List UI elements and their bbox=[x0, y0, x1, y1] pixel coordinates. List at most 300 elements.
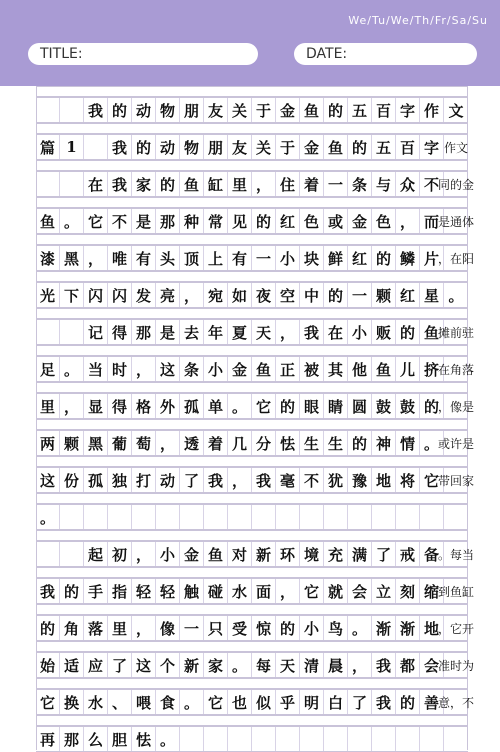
grid-cell: 毫 bbox=[276, 468, 300, 492]
grid-cell: 在 bbox=[84, 172, 108, 196]
grid-cell: 他 bbox=[348, 357, 372, 381]
grid-cell: 1 bbox=[60, 135, 84, 159]
grid-cell: 每 bbox=[252, 653, 276, 677]
grid-cell: 其 bbox=[324, 357, 348, 381]
grid-cell: 不 bbox=[108, 209, 132, 233]
grid-cell: 红 bbox=[276, 209, 300, 233]
grid-cell bbox=[348, 505, 372, 529]
grid-cell: 条 bbox=[348, 172, 372, 196]
grid-cell: 它 bbox=[36, 690, 60, 714]
grid-cell: 。 bbox=[60, 357, 84, 381]
grid-cell: ， bbox=[132, 357, 156, 381]
grid-text-row bbox=[36, 689, 475, 715]
grid-cell: 夜 bbox=[252, 283, 276, 307]
grid-spacer-row bbox=[36, 493, 468, 504]
grid-cell bbox=[84, 505, 108, 529]
grid-cell: 戒 bbox=[396, 542, 420, 566]
grid-cell: 摊前驻 bbox=[438, 325, 475, 340]
grid-cell: 睛 bbox=[324, 394, 348, 418]
grid-cell: 颗 bbox=[60, 431, 84, 455]
grid-text-row bbox=[36, 134, 468, 160]
grid-cell: 怯 bbox=[276, 431, 300, 455]
grid-cell: 足 bbox=[36, 357, 60, 381]
grid-cell: 。 bbox=[36, 505, 60, 529]
grid-cell: 豫 bbox=[348, 468, 372, 492]
grid-cell: 闪 bbox=[108, 283, 132, 307]
grid-cell bbox=[36, 98, 60, 122]
grid-cell: 。 bbox=[156, 727, 180, 751]
grid-cell: 生 bbox=[300, 431, 324, 455]
grid-cell: 我 bbox=[204, 468, 228, 492]
grid-cell: 。 bbox=[228, 394, 252, 418]
grid-cell bbox=[60, 505, 84, 529]
grid-cell: 指 bbox=[108, 579, 132, 603]
grid-cell: 被 bbox=[300, 357, 324, 381]
grid-cell bbox=[396, 727, 420, 751]
grid-cell: 对 bbox=[228, 542, 252, 566]
grid-cell: 时 bbox=[108, 357, 132, 381]
grid-cell: 刻 bbox=[396, 579, 420, 603]
grid-cell: 惊 bbox=[252, 616, 276, 640]
grid-cell: 始 bbox=[36, 653, 60, 677]
grid-cell: 环 bbox=[276, 542, 300, 566]
grid-cell: 朋 bbox=[180, 98, 204, 122]
grid-cell: 鱼 bbox=[36, 209, 60, 233]
grid-cell: 鸟 bbox=[324, 616, 348, 640]
grid-spacer-row bbox=[36, 160, 468, 171]
grid-cell: 的 bbox=[108, 98, 132, 122]
grid-cell: ， bbox=[228, 468, 252, 492]
grid-cell: 圆 bbox=[348, 394, 372, 418]
grid-cell: 起 bbox=[84, 542, 108, 566]
grid-text-row bbox=[36, 356, 475, 382]
grid-cell: 物 bbox=[156, 98, 180, 122]
grid-cell: 朋 bbox=[204, 135, 228, 159]
grid-cell bbox=[420, 727, 444, 751]
grid-cell: 挤 bbox=[420, 357, 444, 381]
grid-cell: 孤 bbox=[180, 394, 204, 418]
grid-cell: 的 bbox=[348, 135, 372, 159]
grid-cell: 金 bbox=[276, 98, 300, 122]
grid-cell: 我 bbox=[108, 135, 132, 159]
grid-spacer-row bbox=[36, 271, 468, 282]
grid-cell: 于 bbox=[252, 98, 276, 122]
grid-cell: 满 bbox=[348, 542, 372, 566]
grid-cell: 充 bbox=[324, 542, 348, 566]
grid-cell: 那 bbox=[156, 209, 180, 233]
grid-cell: 、 bbox=[108, 690, 132, 714]
grid-cell: 会 bbox=[420, 653, 444, 677]
grid-cell: 记 bbox=[84, 320, 108, 344]
grid-cell: 适 bbox=[60, 653, 84, 677]
grid-cell: 渐 bbox=[372, 616, 396, 640]
grid-cell: 是 bbox=[132, 209, 156, 233]
grid-cell: 准时为 bbox=[438, 658, 475, 673]
grid-cell: 它 bbox=[420, 468, 444, 492]
grid-cell: 我 bbox=[300, 320, 324, 344]
grid-cell: 常 bbox=[204, 209, 228, 233]
grid-cell: 了 bbox=[108, 653, 132, 677]
grid-cell: 得 bbox=[108, 394, 132, 418]
grid-cell bbox=[444, 505, 468, 529]
grid-cell: 色 bbox=[372, 209, 396, 233]
grid-cell: 初 bbox=[108, 542, 132, 566]
grid-cell bbox=[300, 727, 324, 751]
grid-cell: 水 bbox=[84, 690, 108, 714]
grid-text-row bbox=[36, 504, 468, 530]
grid-spacer-row bbox=[36, 123, 468, 134]
grid-cell: 光 bbox=[36, 283, 60, 307]
grid-cell bbox=[36, 172, 60, 196]
grid-cell: 住 bbox=[276, 172, 300, 196]
grid-cell: ， bbox=[180, 283, 204, 307]
grid-cell: 缩 bbox=[420, 579, 444, 603]
grid-cell bbox=[180, 505, 204, 529]
grid-cell: ， bbox=[276, 320, 300, 344]
grid-spacer-row bbox=[36, 419, 468, 430]
grid-cell: 去 bbox=[180, 320, 204, 344]
grid-cell: 怯 bbox=[132, 727, 156, 751]
grid-cell: 清 bbox=[300, 653, 324, 677]
grid-cell: 一 bbox=[252, 246, 276, 270]
grid-cell: 意，不 bbox=[438, 695, 475, 710]
grid-cell: 水 bbox=[228, 579, 252, 603]
grid-cell: 这 bbox=[156, 357, 180, 381]
grid-cell bbox=[60, 172, 84, 196]
grid-cell: 格 bbox=[132, 394, 156, 418]
grid-cell: 善 bbox=[420, 690, 444, 714]
grid-cell: 似 bbox=[252, 690, 276, 714]
grid-spacer-row bbox=[36, 308, 468, 319]
grid-cell: 的 bbox=[36, 616, 60, 640]
grid-cell: 中 bbox=[300, 283, 324, 307]
grid-cell: 物 bbox=[180, 135, 204, 159]
grid-cell: 金 bbox=[228, 357, 252, 381]
grid-cell bbox=[36, 542, 60, 566]
grid-cell: 金 bbox=[180, 542, 204, 566]
date-field[interactable]: DATE: bbox=[294, 43, 477, 65]
grid-cell bbox=[276, 727, 300, 751]
grid-cell: 独 bbox=[108, 468, 132, 492]
grid-cell: 。 bbox=[228, 653, 252, 677]
grid-cell: 境 bbox=[300, 542, 324, 566]
grid-cell: 空 bbox=[276, 283, 300, 307]
grid-cell: ，像是 bbox=[438, 399, 475, 414]
grid-cell: 萄 bbox=[132, 431, 156, 455]
grid-cell: 显 bbox=[84, 394, 108, 418]
grid-cell: 里 bbox=[228, 172, 252, 196]
grid-cell: 上 bbox=[204, 246, 228, 270]
grid-cell: 红 bbox=[348, 246, 372, 270]
grid-cell: 的 bbox=[324, 283, 348, 307]
grid-cell: 单 bbox=[204, 394, 228, 418]
grid-cell: 打 bbox=[132, 468, 156, 492]
grid-cell: 的 bbox=[276, 616, 300, 640]
grid-spacer-row bbox=[36, 234, 468, 245]
grid-cell bbox=[324, 505, 348, 529]
grid-cell: 个 bbox=[156, 653, 180, 677]
grid-cell: 关 bbox=[252, 135, 276, 159]
grid-cell: 情 bbox=[396, 431, 420, 455]
grid-text-row bbox=[36, 319, 475, 345]
grid-cell: ， bbox=[156, 431, 180, 455]
title-field[interactable]: TITLE: bbox=[28, 43, 258, 65]
grid-spacer-row bbox=[36, 530, 468, 541]
grid-cell: 这 bbox=[132, 653, 156, 677]
grid-cell: ，在阳 bbox=[438, 251, 475, 266]
grid-cell: 明 bbox=[300, 690, 324, 714]
grid-cell: 五 bbox=[348, 98, 372, 122]
grid-cell: 新 bbox=[252, 542, 276, 566]
grid-cell: 头 bbox=[156, 246, 180, 270]
grid-cell: 种 bbox=[180, 209, 204, 233]
grid-cell: 里 bbox=[108, 616, 132, 640]
grid-cell: 鲜 bbox=[324, 246, 348, 270]
grid-cell: 轻 bbox=[156, 579, 180, 603]
grid-spacer-row bbox=[36, 604, 468, 615]
grid-cell: 贩 bbox=[372, 320, 396, 344]
grid-cell bbox=[108, 505, 132, 529]
grid-text-row bbox=[36, 578, 475, 604]
grid-cell: 那 bbox=[132, 320, 156, 344]
grid-cell: 鱼 bbox=[372, 357, 396, 381]
grid-text-row bbox=[36, 171, 475, 197]
grid-cell: 天 bbox=[276, 653, 300, 677]
grid-cell: 外 bbox=[156, 394, 180, 418]
grid-cell bbox=[348, 727, 372, 751]
grid-cell: ， bbox=[276, 579, 300, 603]
grid-cell: 色 bbox=[300, 209, 324, 233]
grid-text-row bbox=[36, 97, 468, 123]
grid-cell: 动 bbox=[156, 468, 180, 492]
grid-cell: 的 bbox=[132, 135, 156, 159]
grid-cell: 地 bbox=[372, 468, 396, 492]
grid-cell: 神 bbox=[372, 431, 396, 455]
grid-cell: 那 bbox=[60, 727, 84, 751]
grid-cell: ， bbox=[132, 616, 156, 640]
grid-cell: 而 bbox=[420, 209, 444, 233]
grid-cell: 的 bbox=[156, 172, 180, 196]
grid-cell: 。 bbox=[448, 286, 464, 305]
grid-text-row bbox=[36, 467, 475, 493]
grid-text-row bbox=[36, 615, 475, 641]
grid-cell: ， bbox=[348, 653, 372, 677]
weekday-selector[interactable]: We/Tu/We/Th/Fr/Sa/Su bbox=[348, 14, 488, 27]
grid-cell: 友 bbox=[228, 135, 252, 159]
grid-cell: 是通体 bbox=[438, 214, 475, 229]
grid-cell: 它 bbox=[84, 209, 108, 233]
grid-cell bbox=[60, 320, 84, 344]
grid-cell: 。每当 bbox=[438, 547, 475, 562]
grid-cell: 鱼 bbox=[180, 172, 204, 196]
grid-cell: 乎 bbox=[276, 690, 300, 714]
grid-cell: 鳞 bbox=[396, 246, 420, 270]
grid-cell: 轻 bbox=[132, 579, 156, 603]
grid-cell: 宛 bbox=[204, 283, 228, 307]
grid-text-row bbox=[36, 282, 468, 308]
grid-cell: 我 bbox=[36, 579, 60, 603]
grid-cell bbox=[60, 98, 84, 122]
grid-spacer-row bbox=[36, 86, 468, 97]
grid-cell: 像 bbox=[156, 616, 180, 640]
grid-cell: 。 bbox=[180, 690, 204, 714]
grid-cell: 夏 bbox=[228, 320, 252, 344]
grid-cell: 正 bbox=[276, 357, 300, 381]
grid-cell: 到鱼缸 bbox=[438, 584, 475, 599]
grid-cell: 它 bbox=[204, 690, 228, 714]
grid-cell: 着 bbox=[300, 172, 324, 196]
grid-cell bbox=[204, 727, 228, 751]
grid-cell: 胆 bbox=[108, 727, 132, 751]
grid-cell: 只 bbox=[204, 616, 228, 640]
grid-cell: ， bbox=[396, 209, 420, 233]
grid-cell: 鱼 bbox=[252, 357, 276, 381]
grid-cell: 我 bbox=[108, 172, 132, 196]
grid-cell: 么 bbox=[84, 727, 108, 751]
grid-cell: 星 bbox=[420, 283, 444, 307]
grid-cell: 在 bbox=[324, 320, 348, 344]
grid-spacer-row bbox=[36, 567, 468, 578]
grid-cell: 渐 bbox=[396, 616, 420, 640]
grid-cell: 鼓 bbox=[372, 394, 396, 418]
grid-cell: 再 bbox=[36, 727, 60, 751]
grid-cell: ， bbox=[252, 172, 276, 196]
grid-cell: 唯 bbox=[108, 246, 132, 270]
grid-cell: 我 bbox=[252, 468, 276, 492]
grid-cell: 年 bbox=[204, 320, 228, 344]
grid-cell: 几 bbox=[228, 431, 252, 455]
grid-cell: 鱼 bbox=[204, 542, 228, 566]
grid-cell: 友 bbox=[204, 98, 228, 122]
grid-cell: 带回家 bbox=[438, 473, 475, 488]
grid-cell: 的 bbox=[60, 579, 84, 603]
grid-cell: 不 bbox=[420, 172, 444, 196]
grid-cell bbox=[444, 727, 468, 751]
grid-spacer-row bbox=[36, 678, 468, 689]
grid-cell: 动 bbox=[156, 135, 180, 159]
grid-cell: 受 bbox=[228, 616, 252, 640]
grid-cell: 地 bbox=[420, 616, 444, 640]
grid-cell: 篇 bbox=[36, 135, 60, 159]
grid-cell: 葡 bbox=[108, 431, 132, 455]
grid-cell: 小 bbox=[300, 616, 324, 640]
grid-cell: 的 bbox=[420, 394, 444, 418]
grid-cell: 缸 bbox=[204, 172, 228, 196]
grid-text-row bbox=[36, 726, 468, 752]
grid-cell: 一 bbox=[180, 616, 204, 640]
grid-cell: 着 bbox=[204, 431, 228, 455]
grid-cell: 的 bbox=[252, 209, 276, 233]
grid-cell bbox=[132, 505, 156, 529]
grid-cell: 家 bbox=[132, 172, 156, 196]
grid-cell: 发 bbox=[132, 283, 156, 307]
grid-cell: 众 bbox=[396, 172, 420, 196]
grid-cell: 。 bbox=[348, 616, 372, 640]
grid-cell: 触 bbox=[180, 579, 204, 603]
grid-cell: 儿 bbox=[396, 357, 420, 381]
grid-cell: 与 bbox=[372, 172, 396, 196]
grid-cell: 我 bbox=[84, 98, 108, 122]
grid-cell: 它 bbox=[252, 394, 276, 418]
grid-cell bbox=[252, 505, 276, 529]
grid-spacer-row bbox=[36, 345, 468, 356]
grid-cell: 下 bbox=[60, 283, 84, 307]
grid-cell: 也 bbox=[228, 690, 252, 714]
grid-cell: 亮 bbox=[156, 283, 180, 307]
grid-cell: 应 bbox=[84, 653, 108, 677]
grid-cell: 会 bbox=[348, 579, 372, 603]
grid-cell: 漆 bbox=[36, 246, 60, 270]
grid-cell: 了 bbox=[348, 690, 372, 714]
grid-cell: 片 bbox=[420, 246, 444, 270]
grid-cell: 生 bbox=[324, 431, 348, 455]
grid-cell: 文 bbox=[448, 101, 464, 120]
grid-cell: 小 bbox=[348, 320, 372, 344]
grid-cell: ， bbox=[132, 542, 156, 566]
grid-cell: 的 bbox=[396, 320, 420, 344]
grid-cell bbox=[324, 727, 348, 751]
grid-cell: 一 bbox=[324, 172, 348, 196]
grid-cell: 了 bbox=[372, 542, 396, 566]
grid-cell: 我 bbox=[372, 690, 396, 714]
grid-cell: 晨 bbox=[324, 653, 348, 677]
grid-cell: 的 bbox=[276, 394, 300, 418]
grid-cell: 小 bbox=[204, 357, 228, 381]
grid-cell bbox=[36, 320, 60, 344]
grid-cell: 犹 bbox=[324, 468, 348, 492]
grid-cell: 字 bbox=[420, 135, 444, 159]
grid-cell: 两 bbox=[36, 431, 60, 455]
grid-cell: 角 bbox=[60, 616, 84, 640]
grid-cell: 或许是 bbox=[438, 436, 475, 451]
grid-cell: 换 bbox=[60, 690, 84, 714]
grid-cell: 将 bbox=[396, 468, 420, 492]
grid-cell: 或 bbox=[324, 209, 348, 233]
grid-cell: ， bbox=[84, 246, 108, 270]
grid-text-row bbox=[36, 541, 475, 567]
grid-cell: 块 bbox=[300, 246, 324, 270]
grid-cell: 鱼 bbox=[420, 320, 444, 344]
grid-cell: 顶 bbox=[180, 246, 204, 270]
grid-cell: 是 bbox=[156, 320, 180, 344]
grid-cell bbox=[420, 505, 444, 529]
grid-cell: 就 bbox=[324, 579, 348, 603]
grid-cell: 红 bbox=[396, 283, 420, 307]
grid-cell: 这 bbox=[36, 468, 60, 492]
grid-cell: 有 bbox=[132, 246, 156, 270]
grid-cell: 关 bbox=[228, 98, 252, 122]
grid-cell: 里 bbox=[36, 394, 60, 418]
grid-cell bbox=[396, 505, 420, 529]
grid-cell bbox=[372, 727, 396, 751]
grid-cell: 在角落 bbox=[438, 362, 475, 377]
grid-cell: 碰 bbox=[204, 579, 228, 603]
grid-cell bbox=[84, 135, 108, 159]
grid-cell bbox=[252, 727, 276, 751]
grid-cell: 新 bbox=[180, 653, 204, 677]
grid-cell: 一 bbox=[348, 283, 372, 307]
grid-cell: 备 bbox=[420, 542, 444, 566]
grid-cell bbox=[276, 505, 300, 529]
grid-spacer-row bbox=[36, 641, 468, 652]
grid-cell: 它 bbox=[300, 579, 324, 603]
grid-cell: 的 bbox=[372, 246, 396, 270]
grid-cell: 百 bbox=[396, 135, 420, 159]
grid-text-row bbox=[36, 430, 475, 456]
grid-cell: 眼 bbox=[300, 394, 324, 418]
grid-cell: 不 bbox=[300, 468, 324, 492]
grid-cell bbox=[228, 505, 252, 529]
